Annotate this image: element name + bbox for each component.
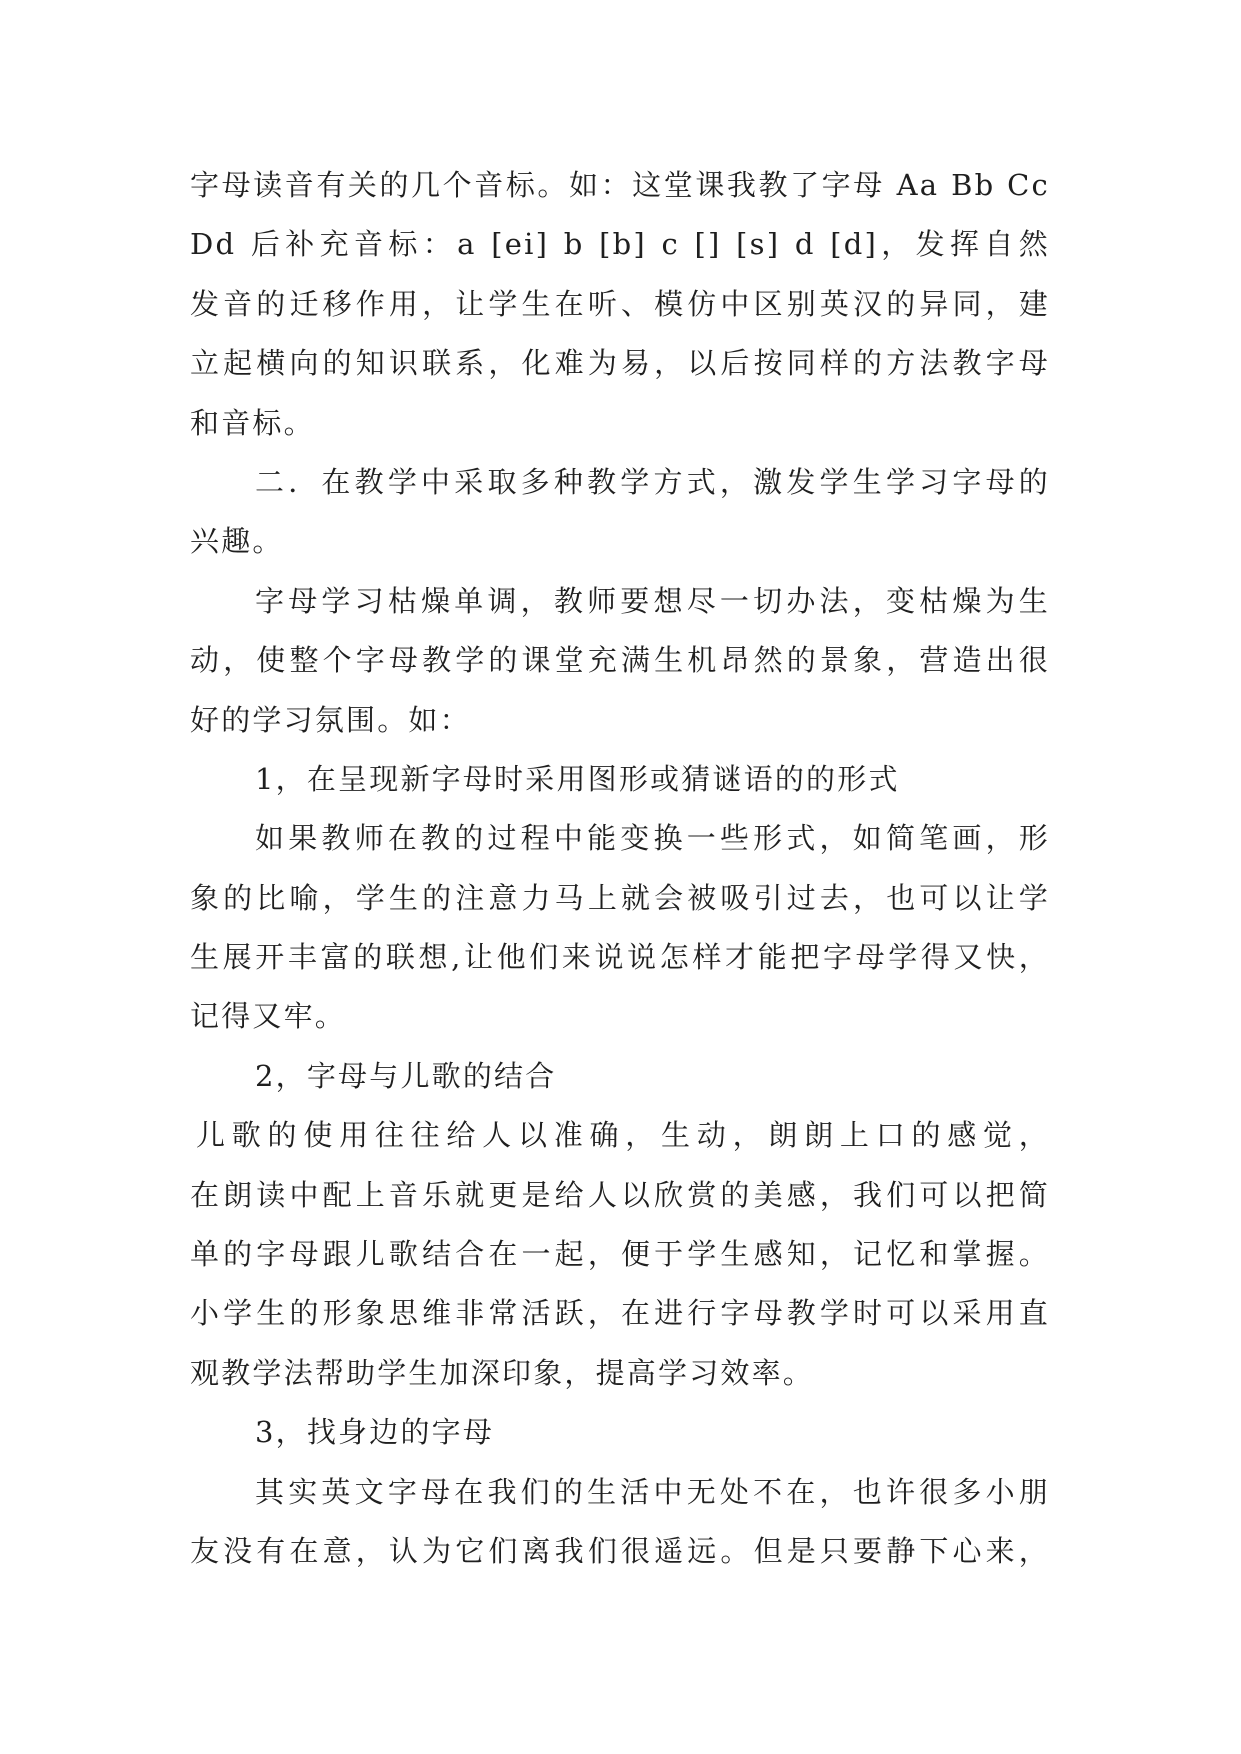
text-line: 动，使整个字母教学的课堂充满生机昂然的景象，营造出很 — [190, 643, 1050, 678]
text-line: 友没有在意，认为它们离我们很遥远。但是只要静下心来， — [190, 1533, 1050, 1568]
subsection-heading: 2，字母与儿歌的结合 — [255, 1058, 557, 1093]
text-line: 字母学习枯燥单调，教师要想尽一切办法，变枯燥为生 — [255, 583, 1050, 618]
text-line: 单的字母跟儿歌结合在一起，便于学生感知，记忆和掌握。 — [190, 1237, 1050, 1272]
text-line: 其实英文字母在我们的生活中无处不在，也许很多小朋 — [255, 1474, 1050, 1509]
text-line: 和音标。 — [190, 405, 315, 440]
section-heading: 二．在教学中采取多种教学方式，激发学生学习字母的 — [255, 464, 1050, 499]
text-line: 记得又牢。 — [190, 999, 347, 1034]
text-line: 如果教师在教的过程中能变换一些形式，如简笔画，形 — [255, 821, 1050, 856]
text-line: 好的学习氛围。如： — [190, 702, 471, 737]
text-line: 儿歌的使用往往给人以准确，生动，朗朗上口的感觉， — [196, 1118, 1050, 1153]
text-line: 字母读音有关的几个音标。如：这堂课我教了字母 Aa Bb Cc — [190, 168, 1050, 202]
text-line: 兴趣。 — [190, 524, 284, 559]
text-line: 小学生的形象思维非常活跃，在进行字母教学时可以采用直 — [190, 1296, 1050, 1331]
subsection-heading: 3，找身边的字母 — [255, 1415, 495, 1450]
text-line: 观教学法帮助学生加深印象，提高学习效率。 — [190, 1355, 815, 1390]
text-line: Dd 后补充音标：a [ei] b [b] c [] [s] d [d]，发挥自然 — [190, 227, 1050, 262]
text-line: 立起横向的知识联系，化难为易，以后按同样的方法教字母 — [190, 346, 1050, 381]
body-text — [190, 156, 1050, 1581]
text-line: 生展开丰富的联想,让他们来说说怎样才能把字母学得又快， — [190, 940, 1050, 975]
subsection-heading: 1，在呈现新字母时采用图形或猜谜语的的形式 — [255, 761, 900, 796]
text-line: 发音的迁移作用，让学生在听、模仿中区别英汉的异同，建 — [190, 286, 1050, 321]
text-line: 在朗读中配上音乐就更是给人以欣赏的美感，我们可以把简 — [190, 1177, 1050, 1212]
text-line: 象的比喻，学生的注意力马上就会被吸引过去，也可以让学 — [190, 880, 1050, 915]
